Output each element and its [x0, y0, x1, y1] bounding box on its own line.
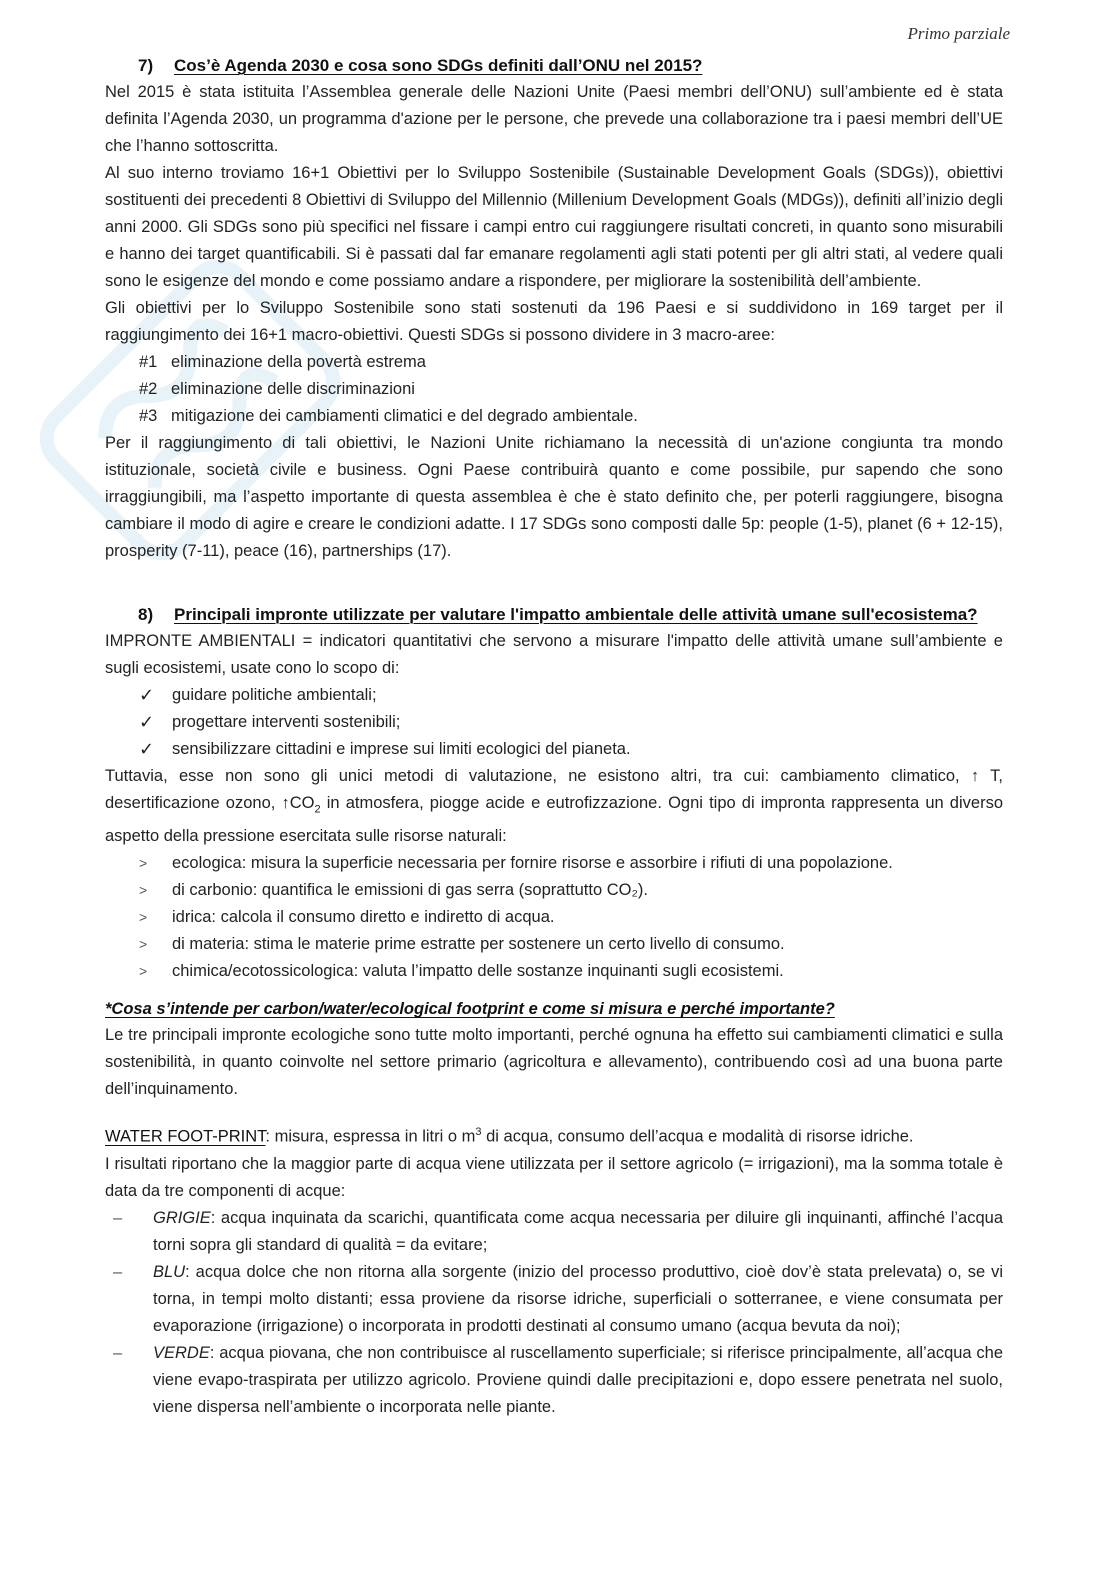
list-number: #2 [139, 380, 158, 398]
water-footprint-term: WATER FOOT-PRINT [105, 1127, 266, 1146]
question-8-title [105, 601, 1003, 628]
list-text: di materia: stima le materie prime estratte per sostenere un certo livello di consumo. [172, 935, 785, 954]
list-text [153, 1340, 1003, 1421]
list-item [105, 958, 1003, 985]
list-text: ecologica: misura la superficie necessaria per fornire risorse e assorbire i rifiuti di una popolazione. [172, 854, 893, 873]
list-text: mitigazione dei cambiamenti climatici e del degrado ambientale. [171, 407, 638, 425]
list-item [105, 376, 1003, 403]
co2-subscript: 2 [314, 803, 321, 816]
q8-paragraph-4: I risultati riportano che la maggior parte di acqua viene utilizzata per il settore agricolo (= irrigazioni), ma la somma totale è data da tre componenti di acque: [105, 1154, 1003, 1200]
list-text: guidare politiche ambientali; [172, 686, 377, 704]
water-def-a: : misura, espressa in litri o m [265, 1127, 476, 1146]
list-number: #3 [139, 407, 158, 425]
list-text: sensibilizzare cittadini e imprese sui limiti ecologici del pianeta. [172, 740, 631, 758]
q8-paragraph-2-b: in atmosfera, piogge acide e eutrofizzazione. Ogni tipo di impronta rappresenta un diverso aspetto della pressione esercitata sulle risorse naturali: [105, 794, 1003, 846]
list-item [105, 682, 1003, 709]
q8-paragraph-2-a: Tuttavia, esse non sono gli unici metodi di valutazione, ne esistono altri, tra cui: cambiamento climatico, ↑ T, desertificazione ozono, ↑CO [105, 767, 1003, 812]
list-text: eliminazione della povertà estrema [171, 353, 426, 371]
question-7-number: 7) [138, 56, 154, 75]
question-7-title [105, 52, 1003, 79]
list-text [153, 1205, 1003, 1259]
list-text: di carbonio: quantifica le emissioni di gas serra (soprattutto CO₂). [172, 881, 648, 900]
page-content [105, 52, 1003, 1421]
footprint-types-list [105, 850, 1003, 985]
list-text: chimica/ecotossicologica: valuta l’impatto delle sostanze inquinanti sugli ecosistemi. [172, 962, 784, 981]
dash-bullet: – [113, 1208, 123, 1227]
list-text [153, 1259, 1003, 1340]
list-text: idrica: calcola il consumo diretto e indiretto di acqua. [172, 908, 555, 927]
question-7-text: Cos’è Agenda 2030 e cosa sono SDGs definiti dall’ONU nel 2015? [174, 56, 703, 75]
water-components-list [105, 1205, 1003, 1421]
component-text: : acqua inquinata da scarichi, quantificata come acqua necessaria per diluire gli inquinanti, affinché l’acqua torni sopra gli standard di qualità = da evitare; [153, 1208, 1003, 1254]
list-item [105, 709, 1003, 736]
chevron-right-icon: > [139, 909, 148, 926]
chevron-right-icon: > [139, 963, 148, 980]
q7-paragraph-3: Gli obiettivi per lo Sviluppo Sostenibile sono stati sostenuti da 196 Paesi e si suddividono in 169 target per il raggiungimento dei 16+1 macro-obiettivi. Questi SDGs si possono dividere in 3 macro-aree: [105, 299, 1003, 344]
list-item [105, 1340, 1003, 1421]
list-item [105, 736, 1003, 763]
list-item [105, 850, 1003, 877]
list-item [105, 1259, 1003, 1340]
component-text: : acqua dolce che non ritorna alla sorgente (inizio del processo produttivo, cioè dov’è stata prelevata) o, se vi torna, in tempi molto distanti; essa proviene da risorse idriche, superficiali o sotterranee, e viene consumata per evaporazione (irrigazione) o incorporata in prodotti destinati al consumo umano (acqua bevuta da noi); [153, 1262, 1003, 1335]
list-text: eliminazione delle discriminazioni [171, 380, 415, 398]
component-text: : acqua piovana, che non contribuisce al ruscellamento superficiale; si riferisce principalmente, all’acqua che viene evapo-traspirata per utilizzo agricolo. Proviene quindi dalle precipitazioni e, dopo essere penetrata nel suolo, viene dispersa nell’ambiente o incorporata nelle piante. [153, 1343, 1003, 1416]
q7-paragraph-4: Per il raggiungimento di tali obiettivi, le Nazioni Unite richiamano la necessità di un'azione congiunta tra mondo istituzionale, società civile e business. Ogni Paese contribuirà quanto e come possibile, pur sapendo che sono irraggiungibili, ma l’aspetto importante di questa assemblea è che è stato definito che, per poterli raggiungere, bisogna cambiare il modo di agire e creare le condizioni adatte. I 17 SDGs sono composti dalle 5p: people (1-5), planet (6 + 12-15), prosperity (7-11), peace (16), partnerships (17). [105, 434, 1003, 560]
uses-checklist [105, 682, 1003, 763]
component-name: GRIGIE [153, 1208, 211, 1227]
question-8-text: Principali impronte utilizzate per valutare l'impatto ambientale delle attività umane sull'ecosistema? [174, 605, 978, 624]
list-item [105, 349, 1003, 376]
water-footprint-definition [105, 1119, 1003, 1151]
dash-bullet: – [113, 1343, 123, 1362]
chevron-right-icon: > [139, 936, 148, 953]
list-item [105, 403, 1003, 430]
q8-paragraph-2 [105, 763, 1003, 850]
dash-bullet: – [113, 1262, 123, 1281]
water-def-b: di acqua, consumo dell’acqua e modalità di risorse idriche. [481, 1127, 914, 1146]
component-name: VERDE [153, 1343, 210, 1362]
q7-paragraph-2: Al suo interno troviamo 16+1 Obiettivi per lo Sviluppo Sostenibile (Sustainable Development Goals (SDGs)), obiettivi sostituenti dei precedenti 8 Obiettivi di Sviluppo del Millennio (Millenium Development Goals (MDGs)), definiti all’inizio degli anni 2000. Gli SDGs sono più specifici nel fissare i campi entro cui raggiungere risultati concreti, in quanto sono misurabili e hanno dei target quantificabili. Si è passati dal far emanare regolamenti agli stati potenti per gli altri stati, al vedere quali sono le esigenze del mondo e come possiamo andare a rispondere, per migliorare la sostenibilità dell’ambiente. [105, 164, 1003, 290]
list-item [105, 931, 1003, 958]
chevron-right-icon: > [139, 882, 148, 899]
macro-areas-list [105, 349, 1003, 430]
chevron-right-icon: > [139, 855, 148, 872]
list-number: #1 [139, 353, 158, 371]
list-text: progettare interventi sostenibili; [172, 713, 401, 731]
checkmark-icon: ✓ [139, 712, 155, 732]
list-item [105, 1205, 1003, 1259]
checkmark-icon: ✓ [139, 739, 155, 759]
page-header: Primo parziale [907, 24, 1010, 43]
q8-paragraph-1: IMPRONTE AMBIENTALI = indicatori quantitativi che servono a misurare l'impatto delle attività umane sull’ambiente e sugli ecosistemi, usate cono lo scopo di: [105, 632, 1003, 677]
q7-paragraph-1: Nel 2015 è stata istituita l’Assemblea generale delle Nazioni Unite (Paesi membri dell’ONU) sull’ambiente ed è stata definita l’Agenda 2030, un programma d'azione per le persone, che prevede una collaborazione tra i paesi membri dell’UE che l’hanno sottoscritta. [105, 83, 1003, 155]
list-item [105, 904, 1003, 931]
q8-paragraph-3: Le tre principali impronte ecologiche sono tutte molto importanti, perché ognuna ha effetto sui cambiamenti climatici e sulla sostenibilità, in quanto coinvolte nel settore primario (agricoltura e allevamento), contribuendo così ad una buona parte dell’inquinamento. [105, 1026, 1003, 1099]
cubic-superscript: 3 [475, 1126, 482, 1139]
question-8-number: 8) [138, 605, 154, 624]
list-item [105, 877, 1003, 904]
component-name: BLU [153, 1262, 186, 1281]
sub-question: *Cosa s’intende per carbon/water/ecological footprint e come si misura e perché importante? [105, 1000, 835, 1019]
checkmark-icon: ✓ [139, 685, 155, 705]
